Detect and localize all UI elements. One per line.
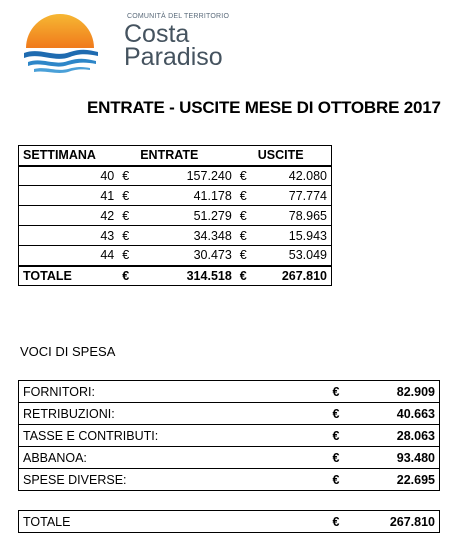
currency-cell: € xyxy=(329,425,357,447)
logo xyxy=(20,6,250,76)
currency-cell: € xyxy=(236,166,254,186)
income-cell: 51.279 xyxy=(136,206,236,226)
week-cell: 44 xyxy=(19,246,119,266)
sun-over-sea-logo-icon xyxy=(20,6,102,76)
expense-label: ABBANOA: xyxy=(19,447,329,469)
logo-community-text: COMUNITÀ DEL TERRITORIO xyxy=(127,13,230,20)
expense-label: SPESE DIVERSE: xyxy=(19,469,329,491)
expense-value: 28.063 xyxy=(357,425,440,447)
logo-name-line2: Paradiso xyxy=(124,43,223,71)
week-cell: 41 xyxy=(19,186,119,206)
outgoing-cell: 42.080 xyxy=(254,166,332,186)
total-outgoing: 267.810 xyxy=(254,266,332,286)
header-income: ENTRATE xyxy=(136,146,236,166)
currency-cell: € xyxy=(118,186,136,206)
weekly-table-header xyxy=(19,146,332,166)
outgoing-cell: 77.774 xyxy=(254,186,332,206)
currency-cell: € xyxy=(329,381,357,403)
total-income: 314.518 xyxy=(136,266,236,286)
outgoing-cell: 15.943 xyxy=(254,226,332,246)
header-week: SETTIMANA xyxy=(19,146,119,166)
expense-value: 22.695 xyxy=(357,469,440,491)
page-title: ENTRATE - USCITE MESE DI OTTOBRE 2017 xyxy=(87,98,441,117)
expenses-total-value: 267.810 xyxy=(357,511,440,533)
outgoing-cell: 53.049 xyxy=(254,246,332,266)
income-cell: 30.473 xyxy=(136,246,236,266)
currency-cell: € xyxy=(329,511,357,533)
total-label: TOTALE xyxy=(19,266,119,286)
expenses-total-table xyxy=(18,510,440,533)
table-row xyxy=(19,166,332,186)
section-label-expenses: VOCI DI SPESA xyxy=(20,344,116,359)
week-cell: 42 xyxy=(19,206,119,226)
weekly-table xyxy=(18,145,332,286)
expense-label: FORNITORI: xyxy=(19,381,329,403)
header-spacer xyxy=(236,146,254,166)
expenses-total-label: TOTALE xyxy=(19,511,329,533)
expenses-total-row xyxy=(19,511,440,533)
expenses-table xyxy=(18,380,440,491)
header-outgoing: USCITE xyxy=(254,146,332,166)
header-spacer xyxy=(118,146,136,166)
expense-label: TASSE E CONTRIBUTI: xyxy=(19,425,329,447)
currency-cell: € xyxy=(236,226,254,246)
table-row xyxy=(19,186,332,206)
currency-cell: € xyxy=(118,246,136,266)
expense-value: 82.909 xyxy=(357,381,440,403)
currency-cell: € xyxy=(329,403,357,425)
weekly-total-row xyxy=(19,266,332,286)
currency-cell: € xyxy=(236,266,254,286)
table-row xyxy=(19,469,440,491)
week-cell: 40 xyxy=(19,166,119,186)
currency-cell: € xyxy=(118,166,136,186)
table-row xyxy=(19,246,332,266)
outgoing-cell: 78.965 xyxy=(254,206,332,226)
table-row xyxy=(19,425,440,447)
expense-value: 40.663 xyxy=(357,403,440,425)
table-row xyxy=(19,206,332,226)
currency-cell: € xyxy=(118,226,136,246)
currency-cell: € xyxy=(329,447,357,469)
logo-name xyxy=(124,20,223,71)
income-cell: 34.348 xyxy=(136,226,236,246)
currency-cell: € xyxy=(118,266,136,286)
currency-cell: € xyxy=(236,186,254,206)
expense-label: RETRIBUZIONI: xyxy=(19,403,329,425)
currency-cell: € xyxy=(236,246,254,266)
income-cell: 157.240 xyxy=(136,166,236,186)
table-row xyxy=(19,403,440,425)
table-row xyxy=(19,447,440,469)
week-cell: 43 xyxy=(19,226,119,246)
currency-cell: € xyxy=(329,469,357,491)
table-row xyxy=(19,381,440,403)
currency-cell: € xyxy=(236,206,254,226)
table-row xyxy=(19,226,332,246)
logo-name-line1: Costa xyxy=(124,20,190,48)
expense-value: 93.480 xyxy=(357,447,440,469)
currency-cell: € xyxy=(118,206,136,226)
income-cell: 41.178 xyxy=(136,186,236,206)
